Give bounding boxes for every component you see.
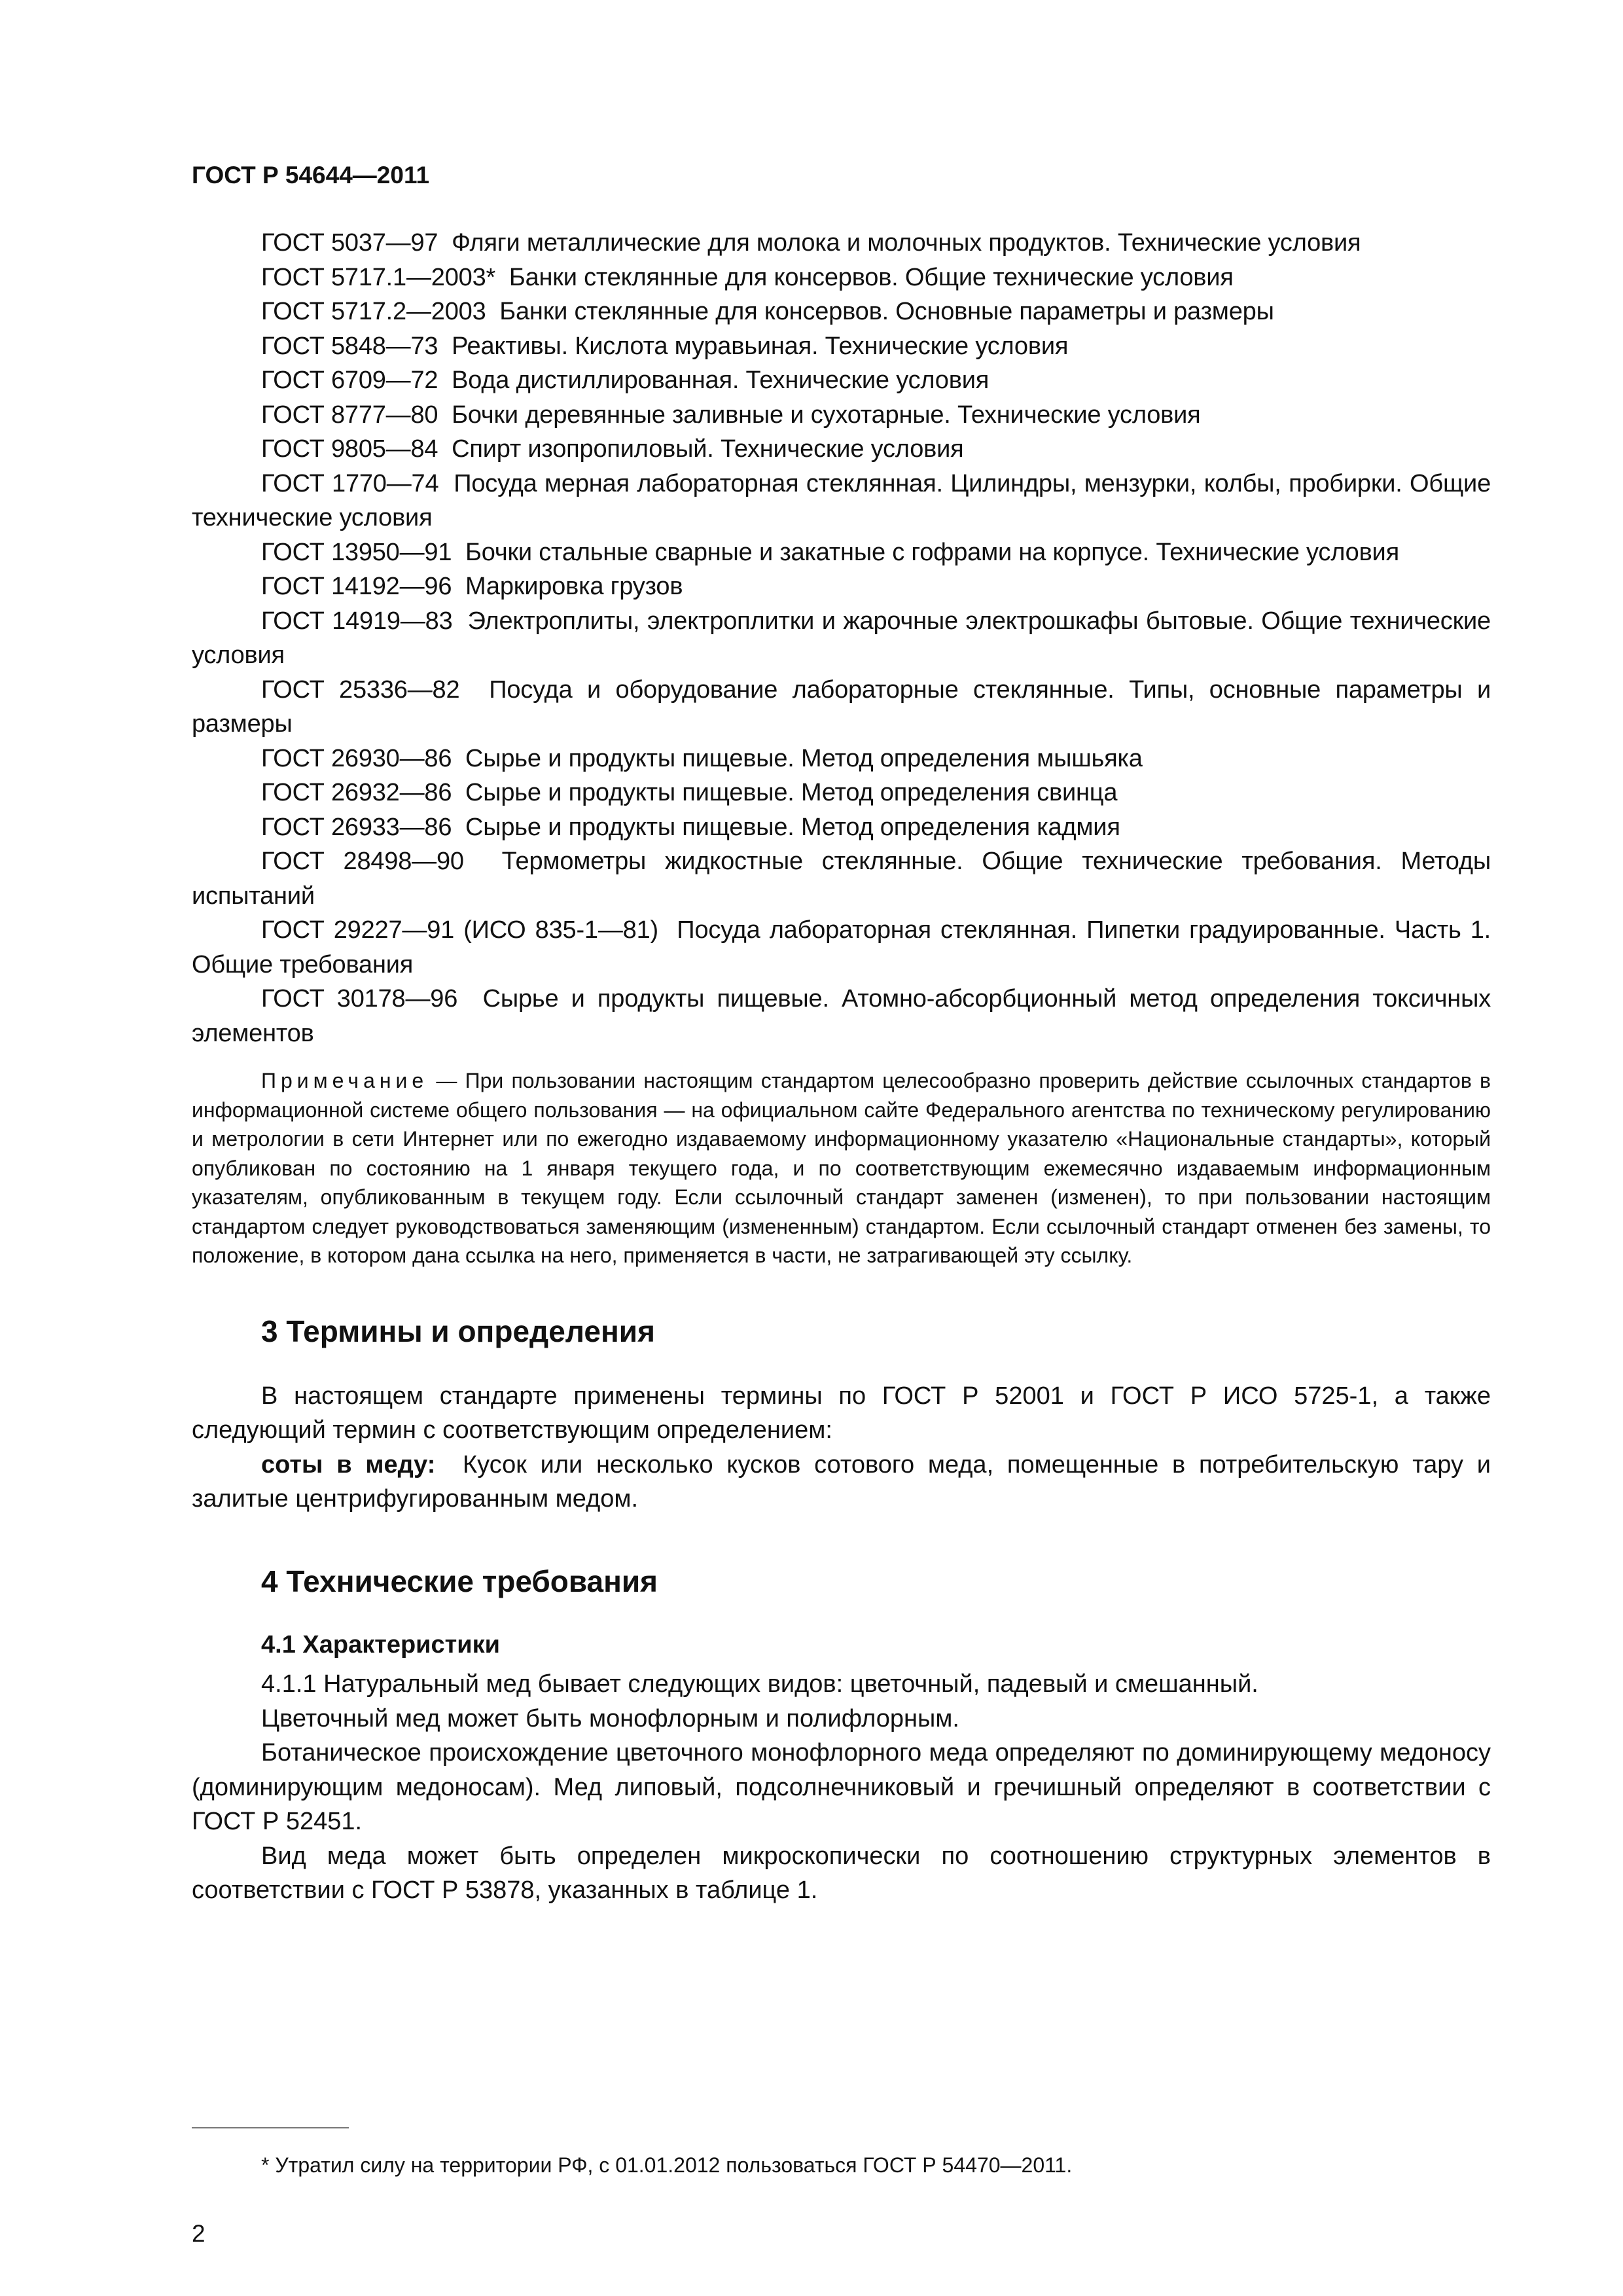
running-header: ГОСТ Р 54644—2011 — [192, 162, 430, 188]
reference-item — [192, 604, 1491, 673]
normative-references-list — [192, 226, 1491, 1050]
note-text: — При пользовании настоящим стандартом целесообразно проверить действие ссылочных стандартов в информационной системе общего пользования — на официальном сайте Федерального агентства по техническому регулированию и метрологии в сети Интернет или по ежегодно издаваемому информационному указателю «Национальные стандарты», который опубликован по состоянию на 1 января текущего года, и по соответствующим ежемесячно издаваемым информационным указателям, опубликованным в текущем году. Если ссылочный стандарт заменен (изменен), то при пользовании настоящим стандартом следует руководствоваться заменяющим (измененным) стандартом. Если ссылочный стандарт отменен без замены, то положение, в котором дана ссылка на него, применяется в части, не затрагивающей эту ссылку. — [192, 1069, 1491, 1267]
paragraph: Вид меда может быть определен микроскопически по соотношению структурных элементов в соответствии с ГОСТ Р 53878, указанных в таблице 1. — [192, 1842, 1491, 1904]
note-label: Примечание — [261, 1069, 429, 1092]
reference-item — [192, 913, 1491, 982]
reference-title: Электроплиты, электроплитки и жарочные электрошкафы бытовые. Общие технические условия — [192, 607, 1491, 669]
reference-item — [192, 673, 1491, 742]
reference-code: ГОСТ 28498—90 — [261, 848, 464, 875]
reference-code: ГОСТ 13950—91 — [261, 538, 452, 566]
reference-title: Посуда и оборудование лабораторные стеклянные. Типы, основные параметры и размеры — [192, 675, 1491, 738]
paragraph: 4.1.1 Натуральный мед бывает следующих видов: цветочный, падевый и смешанный. — [261, 1670, 1258, 1698]
reference-item — [192, 844, 1491, 913]
reference-code: ГОСТ 26933—86 — [261, 813, 452, 841]
reference-item — [192, 398, 1491, 433]
term-definition — [192, 1448, 1491, 1516]
reference-title: Посуда мерная лабораторная стеклянная. Цилиндры, мензурки, колбы, пробирки. Общие технические условия — [192, 469, 1491, 531]
reference-item — [192, 260, 1491, 295]
reference-title: Сырье и продукты пищевые. Атомно-абсорбционный метод определения токсичных элементов — [192, 985, 1491, 1047]
footnote: * Утратил силу на территории РФ, с 01.01.2012 пользоваться ГОСТ Р 54470—2011. — [261, 2153, 1073, 2177]
reference-title: Маркировка грузов — [465, 573, 683, 600]
reference-title: Посуда лабораторная стеклянная. Пипетки градуированные. Часть 1. Общие требования — [192, 916, 1491, 978]
section-4-heading: 4 Технические требования — [261, 1564, 658, 1598]
reference-code: ГОСТ 5717.1—2003* — [261, 263, 496, 291]
reference-item — [192, 329, 1491, 364]
reference-code: ГОСТ 26932—86 — [261, 779, 452, 806]
reference-item — [192, 432, 1491, 467]
reference-item — [192, 742, 1491, 776]
reference-item — [192, 363, 1491, 398]
subsection-4-1-heading: 4.1 Характеристики — [261, 1630, 501, 1659]
reference-title: Сырье и продукты пищевые. Метод определения кадмия — [465, 813, 1120, 841]
reference-title: Бочки деревянные заливные и сухотарные. Технические условия — [452, 401, 1201, 429]
section-3-heading: 3 Термины и определения — [261, 1314, 655, 1348]
reference-title: Реактивы. Кислота муравьиная. Технические условия — [452, 332, 1069, 360]
reference-code: ГОСТ 6709—72 — [261, 367, 438, 394]
reference-item — [192, 226, 1491, 260]
reference-code: ГОСТ 14919—83 — [261, 607, 453, 635]
reference-title: Спирт изопропиловый. Технические условия — [452, 435, 964, 463]
page-content — [192, 226, 1491, 1908]
reference-code: ГОСТ 5037—97 — [261, 229, 438, 257]
reference-code: ГОСТ 5848—73 — [261, 332, 438, 360]
reference-code: ГОСТ 30178—96 — [261, 985, 458, 1013]
term: соты в меду: — [261, 1450, 436, 1479]
reference-title: Вода дистиллированная. Технические условия — [452, 367, 990, 394]
terms-intro: В настоящем стандарте применены термины по ГОСТ Р 52001 и ГОСТ Р ИСО 5725-1, а также следующий термин с соответствующим определением: — [192, 1382, 1491, 1444]
reference-code: ГОСТ 14192—96 — [261, 573, 452, 600]
reference-title: Сырье и продукты пищевые. Метод определения мышьяка — [465, 744, 1143, 772]
references-note — [192, 1066, 1491, 1270]
reference-code: ГОСТ 9805—84 — [261, 435, 438, 463]
footnote-divider — [192, 2127, 349, 2128]
reference-title: Термометры жидкостные стеклянные. Общие технические требования. Методы испытаний — [192, 848, 1491, 910]
reference-code: ГОСТ 25336—82 — [261, 675, 460, 704]
definition: Кусок или несколько кусков сотового меда, помещенные в потребительскую тару и залитые центрифугированным медом. — [192, 1450, 1491, 1513]
reference-code: ГОСТ 29227—91 (ИСО 835-1—81) — [261, 916, 658, 944]
reference-item — [192, 535, 1491, 570]
page-number: 2 — [192, 2220, 205, 2247]
reference-title: Бочки стальные сварные и закатные с гофрами на корпусе. Технические условия — [465, 538, 1399, 566]
reference-item — [192, 569, 1491, 604]
reference-code: ГОСТ 8777—80 — [261, 401, 438, 429]
reference-code: ГОСТ 26930—86 — [261, 744, 452, 772]
paragraph: Ботаническое происхождение цветочного монофлорного меда определяют по доминирующему медоносу (доминирующим медоносам). Мед липовый, подсолнечниковый и гречишный определяют в соответствии с ГОСТ Р 52451. — [192, 1739, 1491, 1835]
reference-title: Фляги металлические для молока и молочных продуктов. Технические условия — [452, 229, 1361, 257]
reference-item — [192, 295, 1491, 329]
reference-code: ГОСТ 5717.2—2003 — [261, 298, 486, 325]
reference-title: Сырье и продукты пищевые. Метод определения свинца — [465, 779, 1118, 806]
reference-item — [192, 467, 1491, 535]
reference-item — [192, 776, 1491, 810]
reference-title: Банки стеклянные для консервов. Основные параметры и размеры — [499, 298, 1274, 325]
reference-code: ГОСТ 1770—74 — [261, 469, 439, 497]
reference-item — [192, 982, 1491, 1050]
reference-title: Банки стеклянные для консервов. Общие технические условия — [508, 263, 1234, 291]
reference-item — [192, 810, 1491, 845]
paragraph: Цветочный мед может быть монофлорным и полифлорным. — [261, 1704, 959, 1732]
